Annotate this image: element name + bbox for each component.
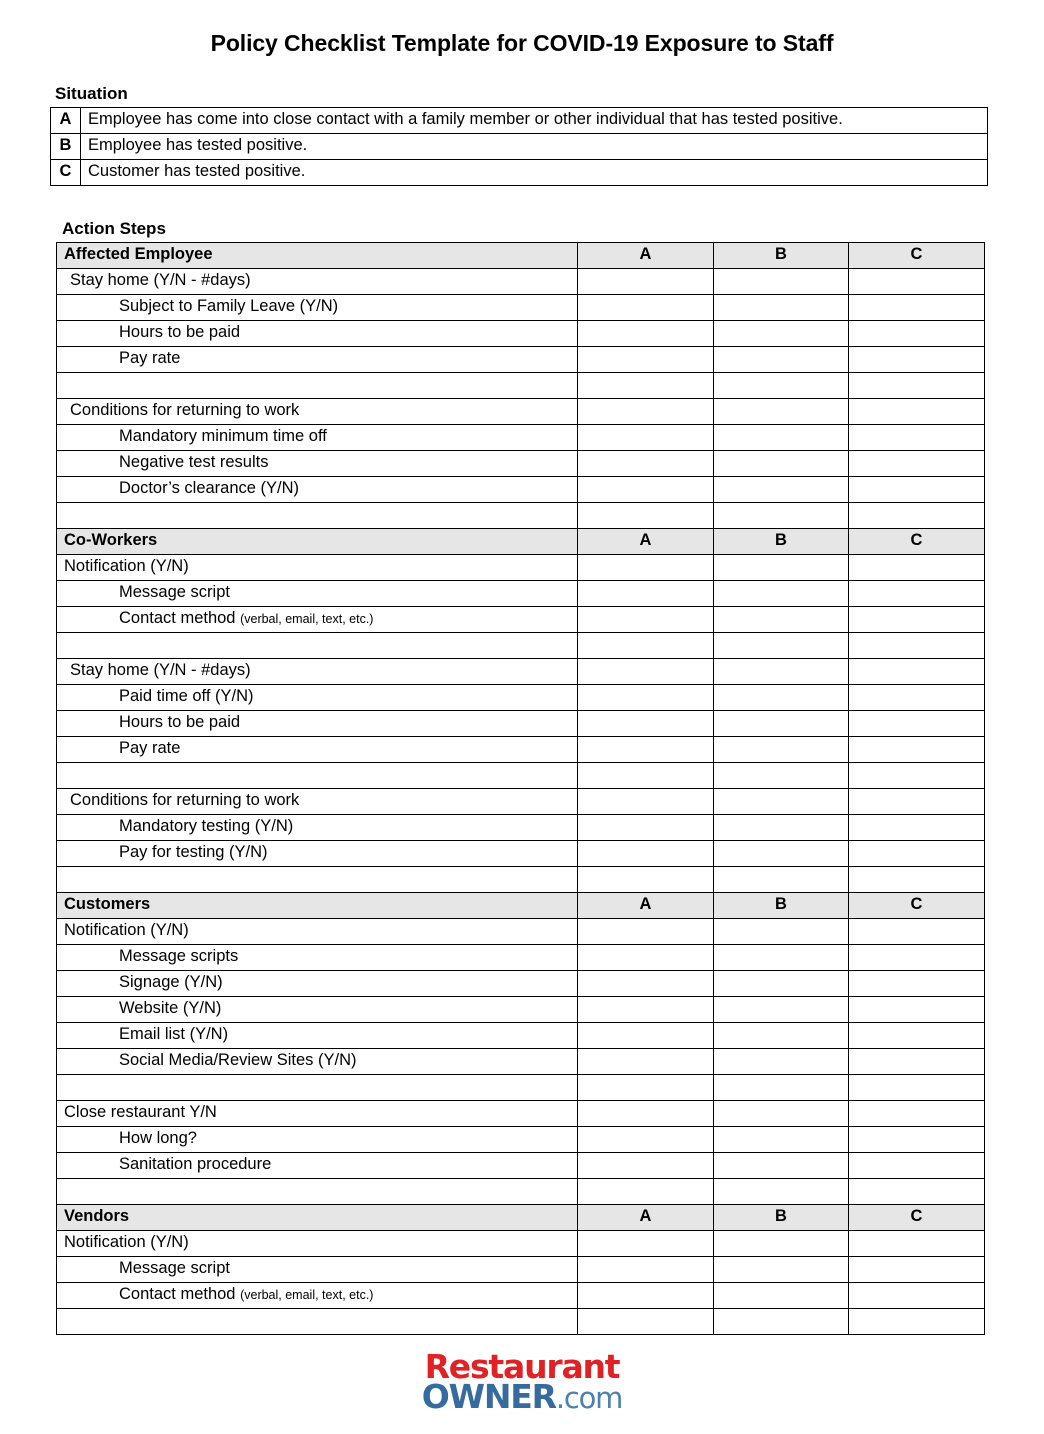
action-steps-caption: Action Steps [62, 219, 166, 238]
answer-cell-a[interactable] [578, 1283, 714, 1309]
answer-cell-b[interactable] [714, 503, 849, 529]
section-header-row [57, 529, 985, 555]
answer-cell-c[interactable] [849, 1283, 985, 1309]
answer-cell-b[interactable] [714, 633, 849, 659]
answer-cell-a[interactable] [578, 763, 714, 789]
answer-cell-b[interactable] [714, 1075, 849, 1101]
spacer-label [57, 1179, 578, 1205]
answer-cell-a[interactable] [578, 269, 714, 295]
checklist-row [57, 555, 985, 581]
checklist-row [57, 1023, 985, 1049]
column-header-a: A [578, 1205, 714, 1231]
checklist-item-text: Social Media/Review Sites (Y/N) [119, 1050, 357, 1069]
checklist-item-label [57, 997, 578, 1023]
answer-cell-a[interactable] [578, 867, 714, 893]
checklist-item-label [57, 1049, 578, 1075]
checklist-row [57, 815, 985, 841]
checklist-row [57, 711, 985, 737]
checklist-item-label [57, 1023, 578, 1049]
answer-cell-b[interactable] [714, 1153, 849, 1179]
answer-cell-c[interactable] [849, 399, 985, 425]
checklist-item-label [57, 347, 578, 373]
answer-cell-b[interactable] [714, 997, 849, 1023]
answer-cell-a[interactable] [578, 503, 714, 529]
answer-cell-b[interactable] [714, 1283, 849, 1309]
checklist-item-label [57, 1101, 578, 1127]
checklist-item-text: Conditions for returning to work [70, 400, 300, 419]
checklist-item-label [57, 1231, 578, 1257]
table-row [51, 108, 988, 134]
answer-cell-a[interactable] [578, 607, 714, 633]
spacer-row [57, 1179, 985, 1205]
checklist-row [57, 425, 985, 451]
checklist-item-text: Stay home (Y/N - #days) [70, 660, 251, 679]
answer-cell-a[interactable] [578, 1049, 714, 1075]
answer-cell-a[interactable] [578, 555, 714, 581]
answer-cell-c[interactable] [849, 711, 985, 737]
checklist-item-note: (verbal, email, text, etc.) [240, 611, 374, 626]
checklist-item-label [57, 607, 578, 633]
answer-cell-c[interactable] [849, 763, 985, 789]
checklist-item-text: Hours to be paid [119, 322, 241, 341]
answer-cell-b[interactable] [714, 477, 849, 503]
checklist-item-text: Close restaurant Y/N [64, 1102, 217, 1121]
spacer-row [57, 1075, 985, 1101]
answer-cell-c[interactable] [849, 1023, 985, 1049]
answer-cell-b[interactable] [714, 1309, 849, 1335]
column-header-c: C [849, 1205, 985, 1231]
answer-cell-b[interactable] [714, 1257, 849, 1283]
answer-cell-c[interactable] [849, 1179, 985, 1205]
answer-cell-c[interactable] [849, 919, 985, 945]
spacer-label [57, 373, 578, 399]
answer-cell-c[interactable] [849, 269, 985, 295]
checklist-row [57, 945, 985, 971]
answer-cell-a[interactable] [578, 659, 714, 685]
answer-cell-a[interactable] [578, 633, 714, 659]
checklist-item-text: Pay rate [119, 348, 181, 367]
answer-cell-c[interactable] [849, 1257, 985, 1283]
checklist-item-label [57, 659, 578, 685]
answer-cell-a[interactable] [578, 1309, 714, 1335]
answer-cell-b[interactable] [714, 425, 849, 451]
spacer-row [57, 1309, 985, 1335]
checklist-item-label [57, 399, 578, 425]
checklist-row [57, 269, 985, 295]
checklist-item-text: Mandatory testing (Y/N) [119, 816, 294, 835]
answer-cell-b[interactable] [714, 269, 849, 295]
answer-cell-a[interactable] [578, 451, 714, 477]
answer-cell-c[interactable] [849, 815, 985, 841]
checklist-item-text: Signage (Y/N) [119, 972, 223, 991]
answer-cell-b[interactable] [714, 789, 849, 815]
page-title: Policy Checklist Template for COVID-19 Exposure to Staff [210, 30, 834, 56]
checklist-item-text: Doctor’s clearance (Y/N) [119, 478, 300, 497]
checklist-item-label [57, 815, 578, 841]
answer-cell-a[interactable] [578, 815, 714, 841]
checklist-row [57, 477, 985, 503]
checklist-item-label [57, 425, 578, 451]
checklist-item-text: Contact method [119, 1284, 236, 1303]
answer-cell-c[interactable] [849, 685, 985, 711]
checklist-item-text: Notification (Y/N) [64, 1232, 189, 1251]
answer-cell-b[interactable] [714, 945, 849, 971]
column-header-b: B [714, 1205, 849, 1231]
situation-table [50, 107, 988, 186]
answer-cell-c[interactable] [849, 737, 985, 763]
answer-cell-c[interactable] [849, 425, 985, 451]
spacer-label [57, 1309, 578, 1335]
answer-cell-c[interactable] [849, 451, 985, 477]
checklist-row [57, 607, 985, 633]
checklist-item-label [57, 971, 578, 997]
checklist-item-label [57, 945, 578, 971]
checklist-item-label [57, 295, 578, 321]
spacer-label [57, 503, 578, 529]
checklist-item-label [57, 711, 578, 737]
answer-cell-a[interactable] [578, 1257, 714, 1283]
checklist-row [57, 919, 985, 945]
checklist-item-label [57, 789, 578, 815]
answer-cell-b[interactable] [714, 685, 849, 711]
answer-cell-a[interactable] [578, 971, 714, 997]
column-header-b: B [714, 529, 849, 555]
checklist-item-text: Contact method [119, 608, 236, 627]
answer-cell-c[interactable] [849, 945, 985, 971]
answer-cell-a[interactable] [578, 737, 714, 763]
spacer-label [57, 867, 578, 893]
checklist-item-text: Pay rate [119, 738, 181, 757]
checklist-item-label [57, 269, 578, 295]
answer-cell-b[interactable] [714, 919, 849, 945]
answer-cell-a[interactable] [578, 347, 714, 373]
answer-cell-c[interactable] [849, 1231, 985, 1257]
section-header-row [57, 243, 985, 269]
answer-cell-a[interactable] [578, 1179, 714, 1205]
checklist-item-text: Notification (Y/N) [64, 920, 189, 939]
spacer-label [57, 763, 578, 789]
action-steps-table-body [57, 243, 985, 1335]
checklist-item-text: Message script [119, 1258, 230, 1277]
column-header-c: C [849, 893, 985, 919]
answer-cell-c[interactable] [849, 867, 985, 893]
answer-cell-b[interactable] [714, 1127, 849, 1153]
spacer-row [57, 763, 985, 789]
checklist-row [57, 997, 985, 1023]
answer-cell-a[interactable] [578, 399, 714, 425]
restaurant-owner-logo [0, 1347, 1044, 1417]
answer-cell-c[interactable] [849, 1309, 985, 1335]
checklist-item-text: Email list (Y/N) [119, 1024, 229, 1043]
checklist-item-label [57, 581, 578, 607]
answer-cell-b[interactable] [714, 347, 849, 373]
checklist-item-text: Stay home (Y/N - #days) [70, 270, 251, 289]
checklist-row [57, 1257, 985, 1283]
answer-cell-b[interactable] [714, 1231, 849, 1257]
answer-cell-a[interactable] [578, 1153, 714, 1179]
checklist-item-label [57, 1283, 578, 1309]
answer-cell-a[interactable] [578, 1231, 714, 1257]
answer-cell-c[interactable] [849, 555, 985, 581]
spacer-label [57, 1075, 578, 1101]
answer-cell-b[interactable] [714, 607, 849, 633]
section-header-row [57, 893, 985, 919]
checklist-item-text: Hours to be paid [119, 712, 241, 731]
situation-description: Employee has come into close contact with a family member or other individual that has tested positive. [81, 108, 988, 134]
answer-cell-c[interactable] [849, 789, 985, 815]
spacer-row [57, 373, 985, 399]
checklist-item-text: Negative test results [119, 452, 269, 471]
answer-cell-b[interactable] [714, 711, 849, 737]
checklist-item-text: Subject to Family Leave (Y/N) [119, 296, 339, 315]
logo-restaurant-text: Restaurant [424, 1347, 620, 1386]
answer-cell-c[interactable] [849, 581, 985, 607]
answer-cell-b[interactable] [714, 867, 849, 893]
section-title: Customers [57, 893, 578, 919]
answer-cell-a[interactable] [578, 789, 714, 815]
answer-cell-c[interactable] [849, 373, 985, 399]
column-header-b: B [714, 893, 849, 919]
answer-cell-b[interactable] [714, 737, 849, 763]
answer-cell-b[interactable] [714, 321, 849, 347]
checklist-item-label [57, 321, 578, 347]
checklist-row [57, 399, 985, 425]
logo-owner-text: OWNER [421, 1377, 556, 1417]
answer-cell-b[interactable] [714, 815, 849, 841]
checklist-item-text: Website (Y/N) [119, 998, 222, 1017]
answer-cell-a[interactable] [578, 477, 714, 503]
answer-cell-a[interactable] [578, 1127, 714, 1153]
answer-cell-b[interactable] [714, 971, 849, 997]
column-header-a: A [578, 243, 714, 269]
section-header-row [57, 1205, 985, 1231]
logo-dotcom-text: .com [555, 1381, 623, 1416]
answer-cell-b[interactable] [714, 451, 849, 477]
answer-cell-a[interactable] [578, 425, 714, 451]
answer-cell-a[interactable] [578, 685, 714, 711]
situation-key: B [51, 134, 81, 160]
column-header-c: C [849, 243, 985, 269]
answer-cell-a[interactable] [578, 321, 714, 347]
situation-table-body [51, 108, 988, 186]
answer-cell-a[interactable] [578, 581, 714, 607]
checklist-item-label [57, 1153, 578, 1179]
answer-cell-c[interactable] [849, 1049, 985, 1075]
answer-cell-c[interactable] [849, 997, 985, 1023]
checklist-row [57, 685, 985, 711]
checklist-item-text: Notification (Y/N) [64, 556, 189, 575]
table-row [51, 134, 988, 160]
situation-description: Employee has tested positive. [81, 134, 988, 160]
checklist-row [57, 789, 985, 815]
column-header-b: B [714, 243, 849, 269]
answer-cell-b[interactable] [714, 1179, 849, 1205]
answer-cell-b[interactable] [714, 581, 849, 607]
spacer-row [57, 867, 985, 893]
section-title: Affected Employee [57, 243, 578, 269]
answer-cell-b[interactable] [714, 555, 849, 581]
answer-cell-c[interactable] [849, 321, 985, 347]
checklist-item-text: Pay for testing (Y/N) [119, 842, 268, 861]
answer-cell-c[interactable] [849, 1127, 985, 1153]
checklist-item-text: Conditions for returning to work [70, 790, 300, 809]
checklist-item-label [57, 1257, 578, 1283]
checklist-item-text: Sanitation procedure [119, 1154, 272, 1173]
section-title: Co-Workers [57, 529, 578, 555]
checklist-item-label [57, 1127, 578, 1153]
spacer-row [57, 503, 985, 529]
answer-cell-a[interactable] [578, 1101, 714, 1127]
checklist-row [57, 1049, 985, 1075]
answer-cell-b[interactable] [714, 659, 849, 685]
answer-cell-c[interactable] [849, 659, 985, 685]
checklist-item-text: How long? [119, 1128, 197, 1147]
situation-description: Customer has tested positive. [81, 160, 988, 186]
checklist-row [57, 1101, 985, 1127]
answer-cell-c[interactable] [849, 347, 985, 373]
answer-cell-a[interactable] [578, 919, 714, 945]
answer-cell-b[interactable] [714, 295, 849, 321]
answer-cell-b[interactable] [714, 399, 849, 425]
checklist-item-text: Paid time off (Y/N) [119, 686, 254, 705]
checklist-item-label [57, 555, 578, 581]
answer-cell-c[interactable] [849, 1101, 985, 1127]
column-header-c: C [849, 529, 985, 555]
answer-cell-a[interactable] [578, 295, 714, 321]
checklist-item-text: Message scripts [119, 946, 239, 965]
situation-caption: Situation [55, 84, 128, 103]
answer-cell-c[interactable] [849, 477, 985, 503]
answer-cell-a[interactable] [578, 841, 714, 867]
answer-cell-c[interactable] [849, 607, 985, 633]
checklist-row [57, 581, 985, 607]
answer-cell-c[interactable] [849, 841, 985, 867]
checklist-row [57, 659, 985, 685]
table-row [51, 160, 988, 186]
column-header-a: A [578, 893, 714, 919]
checklist-row [57, 1127, 985, 1153]
answer-cell-b[interactable] [714, 1049, 849, 1075]
checklist-row [57, 1153, 985, 1179]
answer-cell-c[interactable] [849, 971, 985, 997]
answer-cell-b[interactable] [714, 1101, 849, 1127]
checklist-row [57, 841, 985, 867]
checklist-item-text: Message script [119, 582, 230, 601]
checklist-item-label [57, 919, 578, 945]
column-header-a: A [578, 529, 714, 555]
checklist-row [57, 971, 985, 997]
answer-cell-a[interactable] [578, 945, 714, 971]
action-steps-table [56, 242, 985, 1335]
checklist-item-label [57, 477, 578, 503]
section-title: Vendors [57, 1205, 578, 1231]
answer-cell-c[interactable] [849, 295, 985, 321]
spacer-label [57, 633, 578, 659]
checklist-item-label [57, 685, 578, 711]
answer-cell-b[interactable] [714, 373, 849, 399]
answer-cell-b[interactable] [714, 1023, 849, 1049]
checklist-row [57, 1231, 985, 1257]
checklist-row [57, 1283, 985, 1309]
answer-cell-a[interactable] [578, 1023, 714, 1049]
situation-key: C [51, 160, 81, 186]
answer-cell-a[interactable] [578, 1075, 714, 1101]
logo-owner-line [0, 1377, 1044, 1417]
answer-cell-a[interactable] [578, 711, 714, 737]
checklist-row [57, 347, 985, 373]
answer-cell-b[interactable] [714, 763, 849, 789]
answer-cell-a[interactable] [578, 373, 714, 399]
answer-cell-c[interactable] [849, 633, 985, 659]
answer-cell-c[interactable] [849, 503, 985, 529]
answer-cell-c[interactable] [849, 1075, 985, 1101]
answer-cell-b[interactable] [714, 841, 849, 867]
checklist-item-label [57, 737, 578, 763]
answer-cell-c[interactable] [849, 1153, 985, 1179]
checklist-item-text: Mandatory minimum time off [119, 426, 327, 445]
checklist-row [57, 451, 985, 477]
checklist-row [57, 321, 985, 347]
checklist-row [57, 295, 985, 321]
checklist-item-note: (verbal, email, text, etc.) [240, 1287, 374, 1302]
checklist-item-label [57, 451, 578, 477]
situation-key: A [51, 108, 81, 134]
checklist-row [57, 737, 985, 763]
answer-cell-a[interactable] [578, 997, 714, 1023]
spacer-row [57, 633, 985, 659]
checklist-item-label [57, 841, 578, 867]
